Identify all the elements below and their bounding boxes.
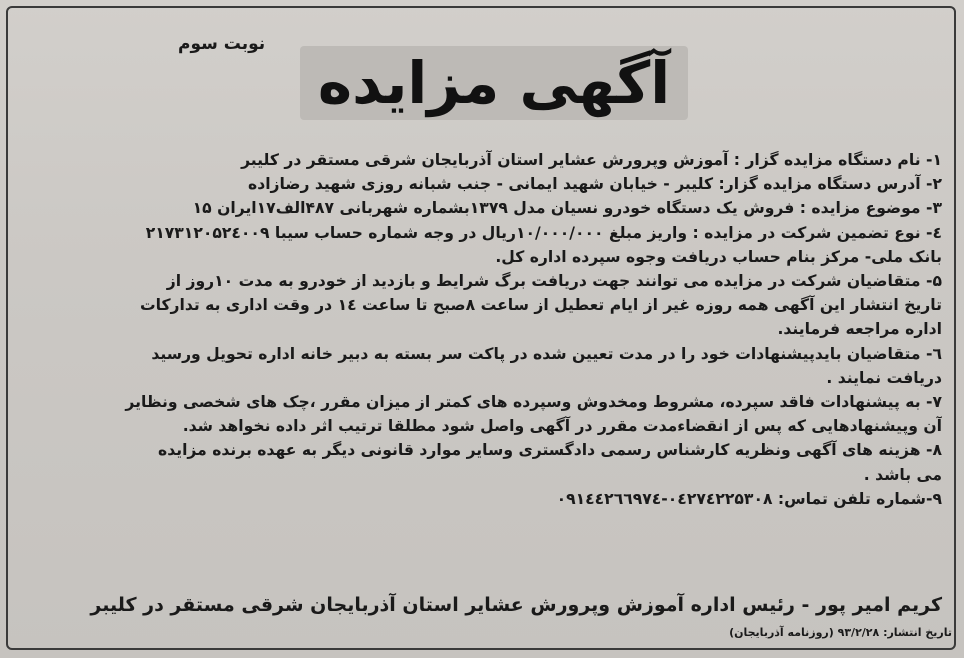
item-6 — [22, 342, 942, 390]
item-line: ۷- به پیشنهادات فاقد سپرده، مشروط ومخدوش وسپرده های کمتر از میزان مقرر ،چک های شخصی ونظایر — [125, 393, 942, 412]
item-2 — [22, 172, 942, 196]
item-8 — [22, 438, 942, 486]
item-1 — [22, 148, 942, 172]
item-line: بانک ملی- مرکز بنام حساب دریافت وجوه سپرده اداره کل. — [495, 247, 942, 266]
item-line: ٤- نوع تضمین شرکت در مزایده : واریز مبلغ ۱۰/۰۰۰/۰۰۰ریال در وجه شماره حساب سیبا ۲۱۷۳۱۲۰۵۲٤۰۰۹ — [145, 223, 942, 242]
item-9 — [22, 487, 942, 511]
publication-date: تاریخ انتشار: ۹۳/۲/۲۸ (روزنامه آذربایجان) — [729, 626, 952, 639]
notice-title: آگهی مزایده — [317, 49, 671, 117]
publication-round: نوبت سوم — [178, 34, 266, 54]
item-line: ۱- نام دستگاه مزایده گزار : آموزش وپرورش عشایر استان آذربایجان شرقی مستقر در کلیبر — [241, 151, 942, 169]
item-line: ۹-شماره تلفن تماس: ۰٤۲۷٤۲۲۵۳۰۸-۰۹۱٤٤۲٦٦۹۷٤ — [556, 489, 942, 508]
item-line: می باشد . — [863, 465, 942, 484]
signature: کریم امیر پور - رئیس اداره آموزش وپرورش عشایر استان آذربایجان شرقی مستقر در کلیبر — [90, 594, 942, 616]
item-line: آن وپیشنهادهایی که پس از انقضاءمدت مقرر در آگهی واصل شود مطلقا ترتیب اثر داده نخواهد شد. — [182, 417, 942, 436]
item-line: دریافت نمایند . — [826, 368, 942, 387]
item-line: ۸- هزینه های آگهی ونظریه کارشناس رسمی دادگستری وسایر موارد قانونی دیگر به عهده برنده مزایده — [158, 441, 942, 460]
item-5 — [22, 269, 942, 342]
item-3 — [22, 196, 942, 220]
item-4 — [22, 221, 942, 269]
item-line: ۵- متقاضیان شرکت در مزایده می توانند جهت دریافت برگ شرایط و بازدید از خودرو به مدت ۱۰روز از — [166, 272, 942, 291]
item-7 — [22, 390, 942, 438]
item-line: ۳- موضوع مزایده : فروش یک دستگاه خودرو نسیان مدل ۱۳۷۹بشماره شهربانی ۴۸۷الف۱۷ایران ۱۵ — [192, 199, 942, 218]
notice-body — [22, 148, 942, 511]
item-line: ٦- متقاضیان بایدپیشنهادات خود را در مدت تعیین شده در پاکت سر بسته به دبیر خانه اداره تحویل ورسید — [151, 344, 942, 363]
item-line: تاریخ انتشار این آگهی همه روزه غیر از ایام تعطیل از ساعت ۸صبح تا ساعت ۱٤ در وقت اداری به تدارکات — [139, 296, 942, 315]
item-line: ۲- آدرس دستگاه مزایده گزار: کلیبر - خیابان شهید ایمانی - جنب شبانه روزی شهید رضازاده — [248, 175, 942, 194]
item-line: اداره مراجعه فرمایند. — [777, 320, 942, 339]
